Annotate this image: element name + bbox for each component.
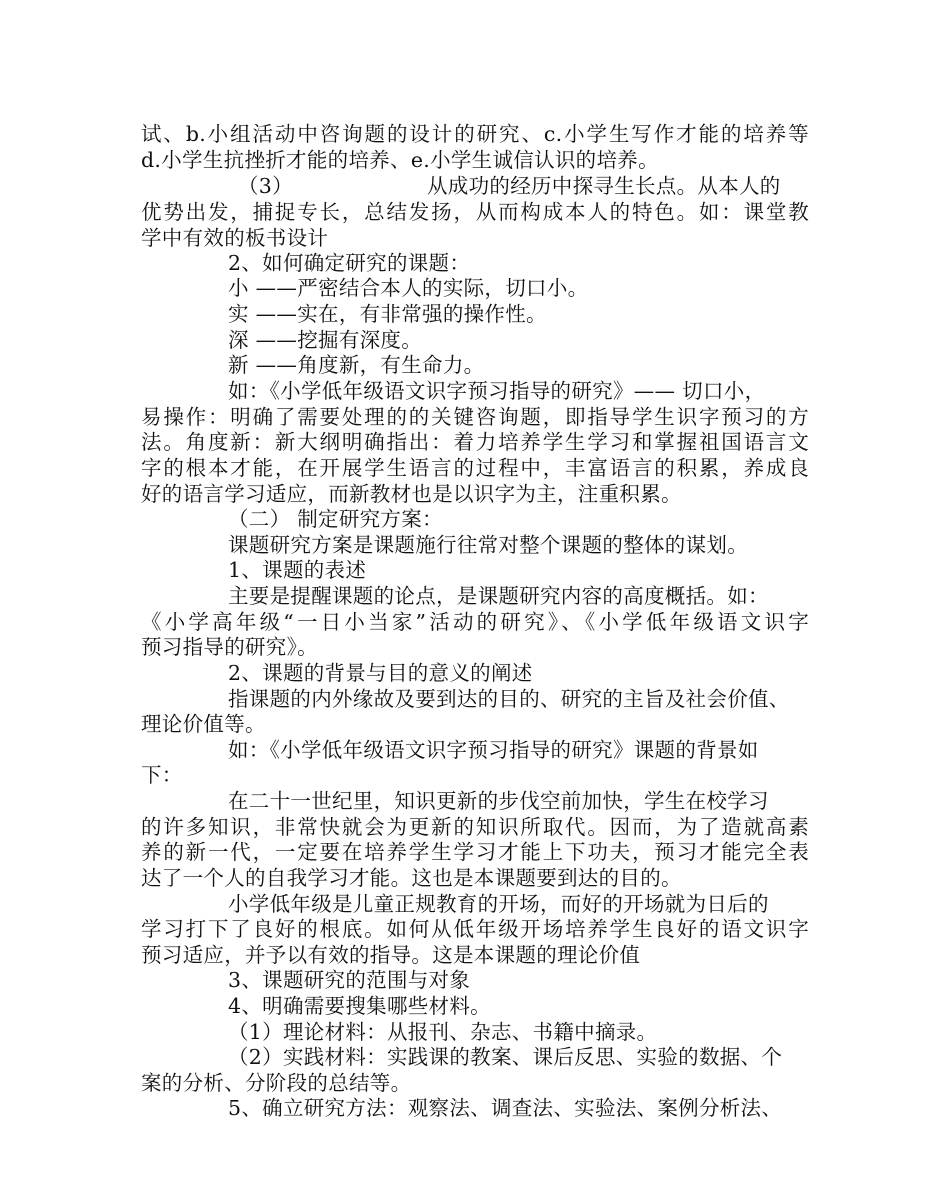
text-line: 好的语言学习适应，而新教材也是以识字为主，注重积累。 [141, 482, 682, 506]
text-line: 如：《小学低年级语文识字预习指导的研究》课题的背景如 [228, 738, 759, 762]
heading-line: 1、课题的表述 [228, 558, 367, 582]
text-line: 课题研究方案是课题施行往常对整个课题的整体的谋划。 [228, 533, 748, 557]
text-line: 养的新一代，一定要在培养学生学习才能上下功夫，预习才能完全表 [141, 840, 809, 864]
text-line: 如：《小学低年级语文识字预习指导的研究》—— 切口小， [228, 379, 766, 403]
text-line: 优势出发，捕捉专长，总结发扬，从而构成本人的特色。如：课堂教 [141, 200, 809, 224]
text-line: 预习适应，并予以有效的指导。这是本课题的理论价值 [141, 943, 641, 967]
text-line: 指课题的内外缘故及要到达的目的、研究的主旨及社会价值、 [228, 687, 790, 711]
text-line: 学习打下了良好的根底。如何从低年级开场培养学生良好的语文识字 [141, 917, 809, 941]
text-line: 小学低年级是儿童正规教育的开场，而好的开场就为日后的 [228, 892, 769, 916]
heading-line: 5、确立研究方法：观察法、调查法、实验法、案例分析法、 [228, 1096, 783, 1120]
text-line: 法。角度新：新大纲明确指出：着力培养学生学习和掌握祖国语言文 [141, 430, 809, 454]
text-line: （2）实践材料：实践课的教案、课后反思、实验的数据、个 [228, 1045, 783, 1069]
text-line: 预习指导的研究》。 [141, 635, 318, 659]
text-line: 从成功的经历中探寻生长点。从本人的 [427, 174, 781, 198]
text-line: （1）理论材料：从报刊、杂志、书籍中摘录。 [228, 1020, 658, 1044]
text-line: 达了一个人的自我学习才能。这也是本课题要到达的目的。 [141, 866, 682, 890]
text-line: 案的分析、分阶段的总结等。 [141, 1071, 412, 1095]
text-line: d.小学生抗挫折才能的培养、e.小学生诚信认识的培养。 [141, 148, 659, 172]
text-line: 学中有效的板书设计 [141, 226, 329, 250]
text-line: 小 ——严密结合本人的实际，切口小。 [228, 276, 589, 300]
text-line: 实 ——实在，有非常强的操作性。 [228, 302, 547, 326]
text-line: 试、b.小组活动中咨询题的设计的研究、c.小学生写作才能的培养等 [141, 122, 809, 146]
text-line: 《小学高年级“一日小当家”活动的研究》、《小学低年级语文识字 [141, 610, 809, 634]
text-line: 主要是提醒课题的论点，是课题研究内容的高度概括。如： [228, 584, 769, 608]
text-line: 字的根本才能，在开展学生语言的过程中，丰富语言的积累，养成良 [141, 456, 809, 480]
heading-line: 3、课题研究的范围与对象 [228, 968, 471, 992]
heading-line: 2、课题的背景与目的意义的阐述 [228, 661, 533, 685]
text-line: 理论价值等。 [141, 712, 266, 736]
text-line: 在二十一世纪里，知识更新的步伐空前加快，学生在校学习 [228, 789, 769, 813]
text-line: 下： [141, 763, 183, 787]
heading-line: 2、如何确定研究的课题： [228, 251, 471, 275]
text-line: 深 ——挖掘有深度。 [228, 328, 423, 352]
text-line: 新 ——角度新，有生命力。 [228, 353, 485, 377]
section-number: （3） [238, 174, 293, 198]
heading-line: （二） 制定研究方案： [228, 507, 443, 531]
text-line: 的许多知识，非常快就会为更新的知识所取代。因而，为了造就高素 [141, 815, 809, 839]
text-line: 易操作：明确了需要处理的的关键咨询题，即指导学生识字预习的方 [141, 405, 809, 429]
heading-line: 4、明确需要搜集哪些材料。 [228, 994, 491, 1018]
